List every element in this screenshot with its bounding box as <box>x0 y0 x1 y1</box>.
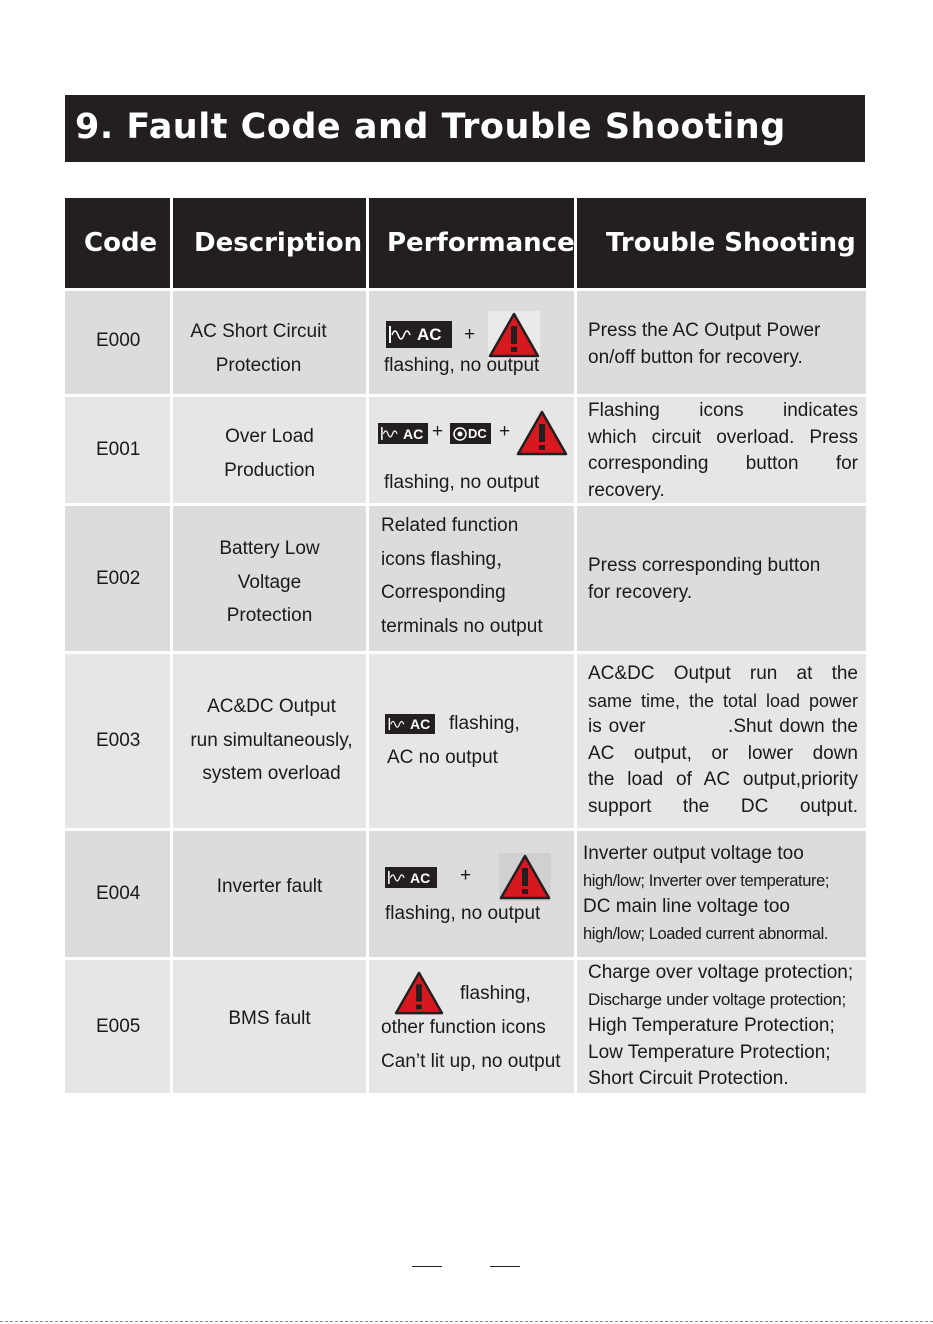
trouble-text: Press corresponding button for recovery. <box>588 555 821 603</box>
table-row <box>65 960 866 1093</box>
header-performance: Performance <box>369 198 577 288</box>
ac-output-icon: AC <box>386 321 452 348</box>
code-cell <box>65 654 173 828</box>
performance-text: flashing, <box>460 983 531 1004</box>
warning-icon <box>393 970 445 1016</box>
description-cell <box>173 397 369 503</box>
performance-text: other function icons Can’t lit up, no output <box>381 1017 561 1072</box>
fault-code: E000 <box>96 330 141 351</box>
table-row <box>65 291 866 394</box>
fault-code: E005 <box>96 1015 141 1037</box>
trouble-cell <box>577 960 866 1093</box>
section-title-bar <box>65 95 865 162</box>
fault-code: E004 <box>96 883 141 904</box>
trouble-text: Flashing icons indicates which circuit overload. Press corresponding button for recovery. <box>588 400 858 501</box>
fault-code: E002 <box>96 567 141 589</box>
code-cell <box>65 506 173 651</box>
code-cell <box>65 960 173 1093</box>
page-number-underline <box>490 1266 520 1267</box>
trouble-cell <box>577 291 866 394</box>
header-code: Code <box>65 198 173 288</box>
fault-code: E001 <box>96 439 141 460</box>
performance-text: flashing, no output <box>385 903 541 924</box>
trouble-text: Press the AC Output Power on/off button for recovery. <box>588 320 821 368</box>
performance-cell <box>369 960 577 1093</box>
header-description: Description <box>173 198 369 288</box>
performance-text: flashing, <box>449 713 520 734</box>
page-title: 9. Fault Code and Trouble Shooting <box>75 107 786 147</box>
table-row <box>65 831 866 957</box>
fault-code: E003 <box>96 730 141 751</box>
trouble-cell <box>577 506 866 651</box>
description-text: AC&DC Output run simultaneously, system overload <box>190 696 353 784</box>
warning-icon <box>499 853 551 901</box>
page-edge-divider <box>0 1321 933 1322</box>
description-text: Battery Low Voltage Protection <box>219 538 320 626</box>
ac-output-icon: AC <box>378 423 428 444</box>
description-text: BMS fault <box>228 1008 311 1029</box>
trouble-text: AC&DC Output run at the same time, the total load power is over .Shut down the AC output, or lower down the load of AC output,priority support the DC output. <box>588 663 858 817</box>
description-cell <box>173 960 369 1093</box>
description-cell <box>173 506 369 651</box>
performance-text: flashing, no output <box>384 472 540 493</box>
header-trouble-shooting: Trouble Shooting <box>577 198 866 288</box>
table-row <box>65 506 866 651</box>
dc-output-icon: DC <box>450 423 491 444</box>
performance-cell <box>369 654 577 828</box>
fault-code-table <box>65 198 866 1093</box>
performance-text: AC no output <box>387 747 498 768</box>
performance-cell <box>369 831 577 957</box>
table-row <box>65 397 866 503</box>
description-text: Inverter fault <box>216 876 323 897</box>
trouble-text: Charge over voltage protection; Discharge under voltage protection; High Temperature Protection; Low Temperature Protection; Short Circuit Protection. <box>588 962 854 1089</box>
description-cell <box>173 831 369 957</box>
plus-sign: + <box>432 421 444 442</box>
description-text: AC Short Circuit Protection <box>190 321 327 376</box>
performance-cell <box>369 506 577 651</box>
table-header-row <box>65 198 866 288</box>
page-number-underline <box>412 1266 442 1267</box>
performance-text: Related function icons flashing， Corresponding terminals no output <box>381 515 543 637</box>
code-cell <box>65 831 173 957</box>
description-cell <box>173 291 369 394</box>
code-cell <box>65 397 173 503</box>
performance-cell <box>369 291 577 394</box>
trouble-text: Inverter output voltage too high/low; Inverter over temperature; DC main line voltage too high/low; Loaded current abnormal. <box>583 843 830 943</box>
trouble-cell <box>577 654 866 828</box>
ac-output-icon: AC <box>385 867 437 888</box>
warning-icon <box>516 409 568 457</box>
ac-output-icon: AC <box>385 714 435 734</box>
plus-sign: + <box>464 324 476 345</box>
description-text: Over Load Production <box>224 426 315 481</box>
plus-sign: + <box>499 421 511 442</box>
performance-cell <box>369 397 577 503</box>
description-cell <box>173 654 369 828</box>
performance-text: flashing, no output <box>384 355 540 376</box>
plus-sign: + <box>460 865 472 886</box>
trouble-cell <box>577 831 866 957</box>
table-row <box>65 654 866 828</box>
trouble-cell <box>577 397 866 503</box>
